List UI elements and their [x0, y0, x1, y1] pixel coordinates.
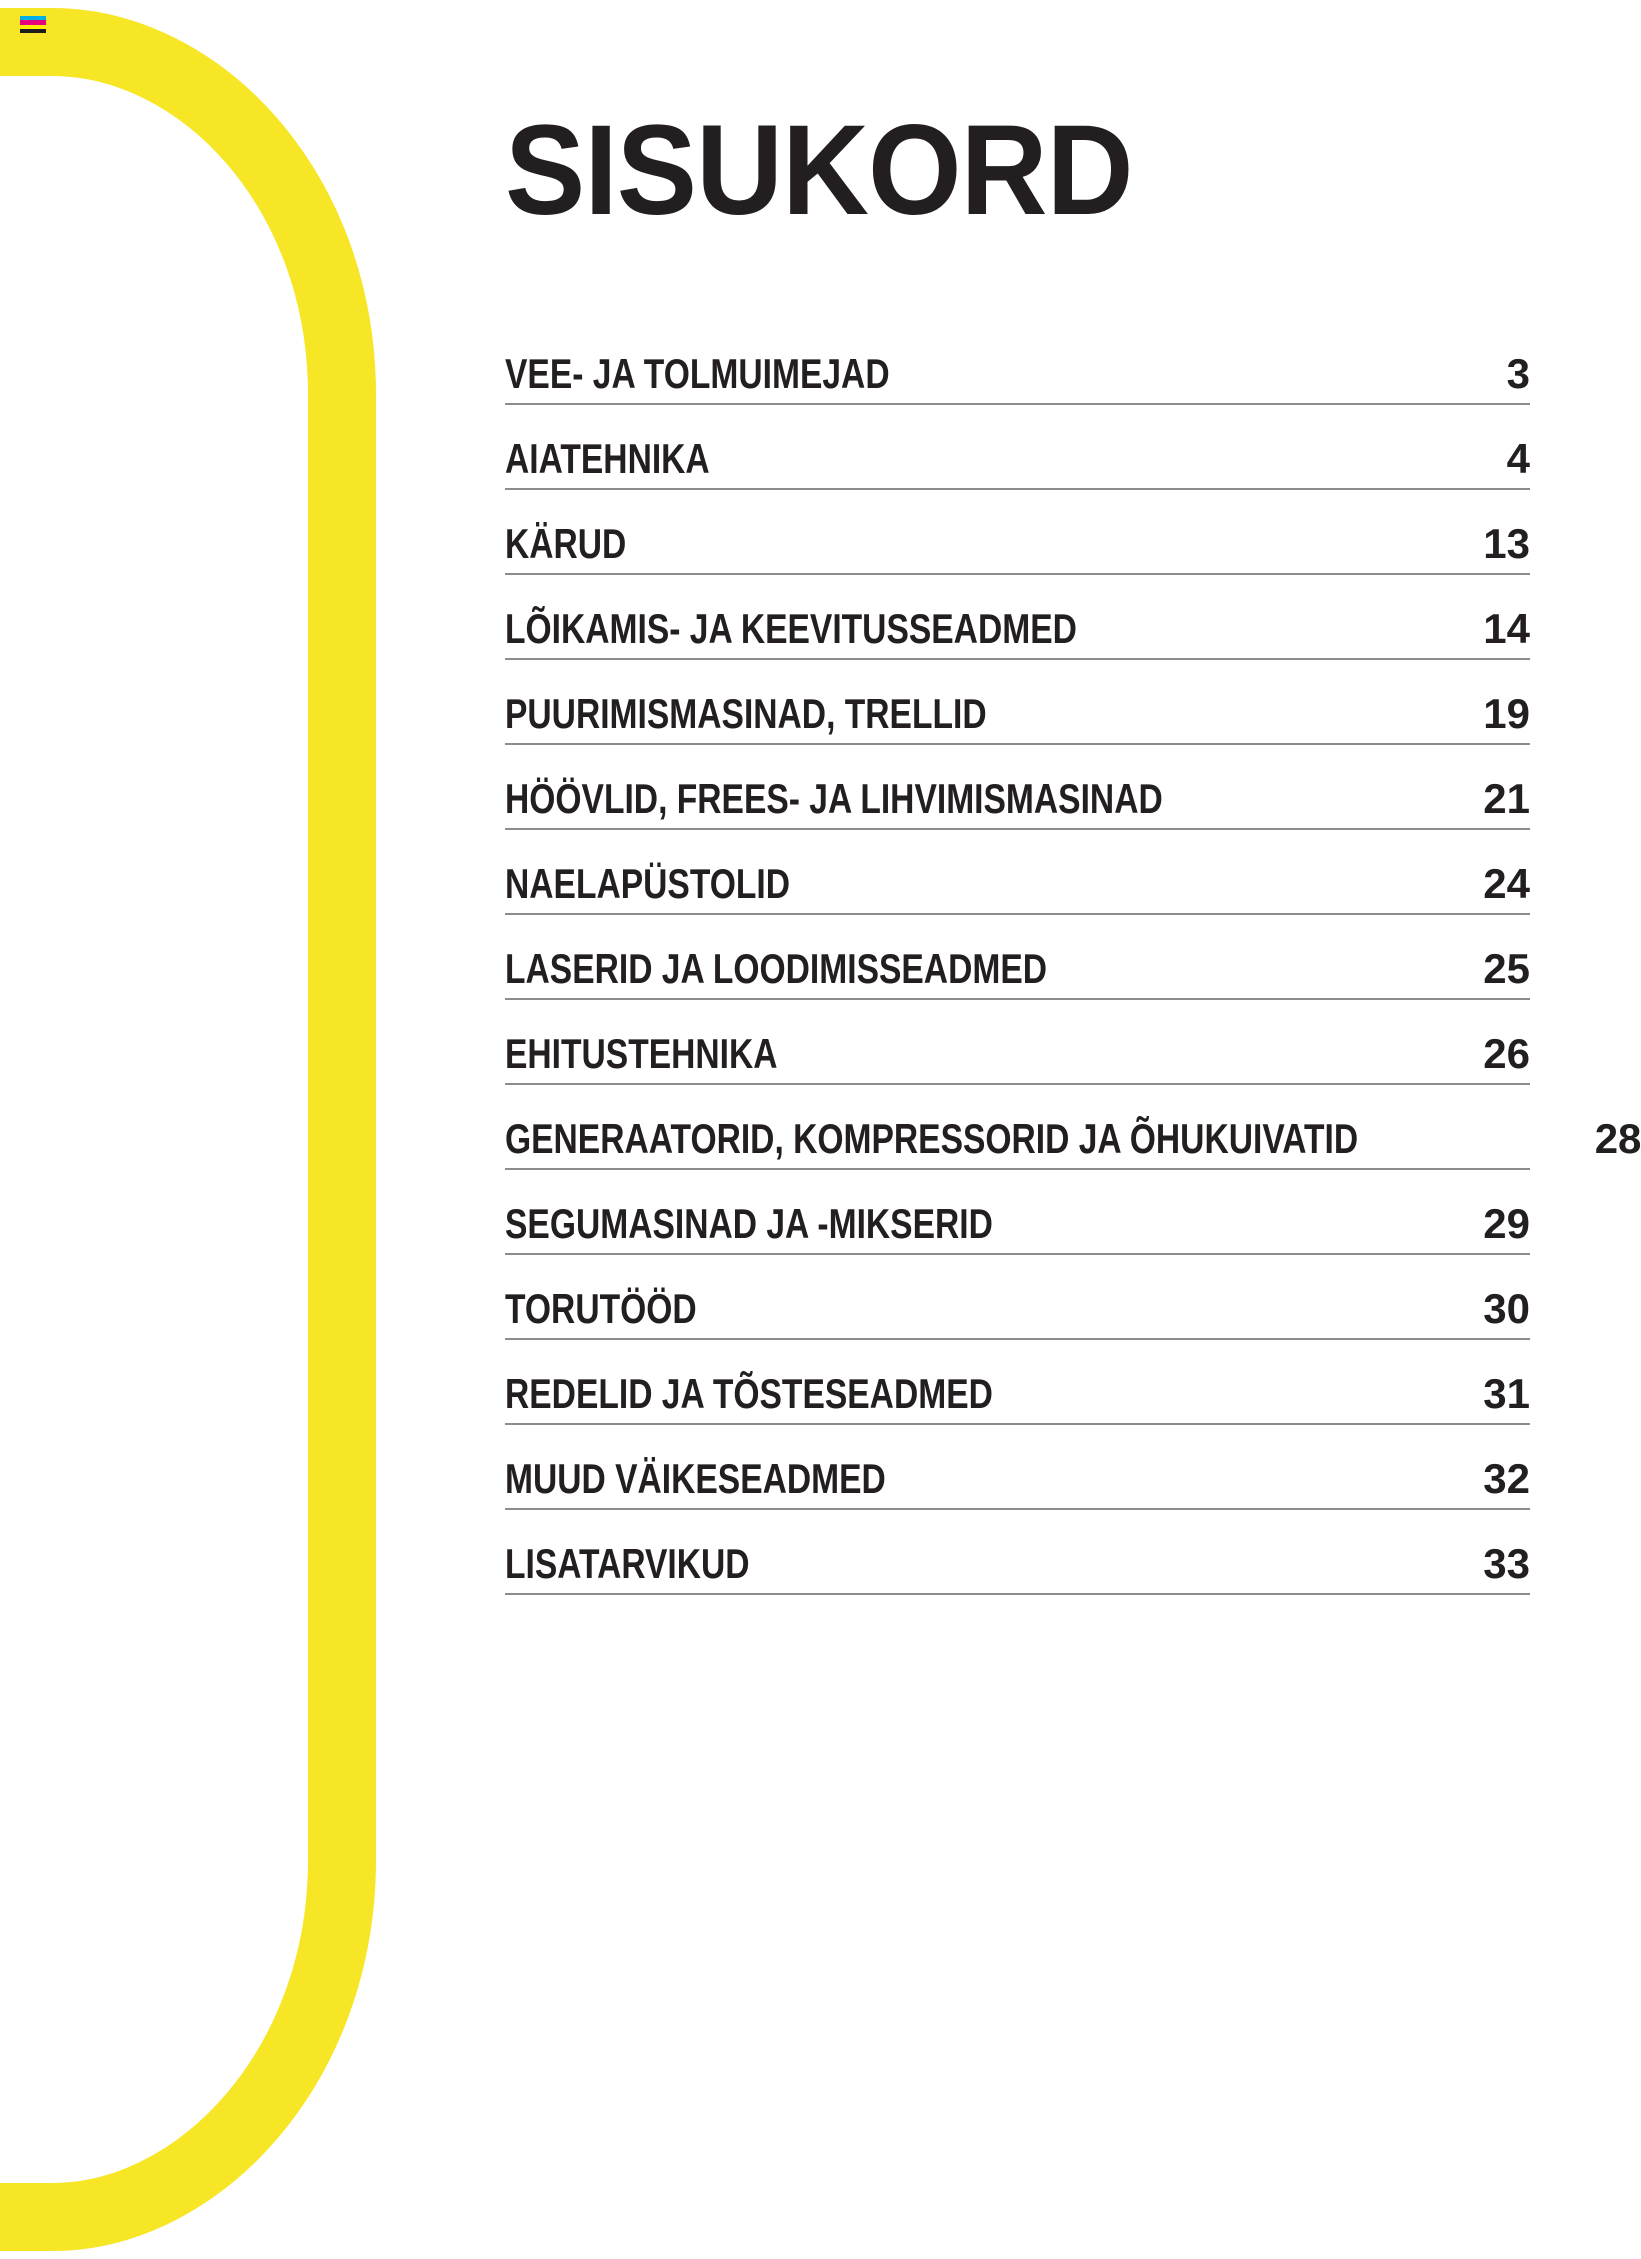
toc-entry-page-wrap [1460, 690, 1530, 737]
toc-entry-label: LASERID JA LOODIMISSEADMED [505, 945, 1047, 992]
toc-row[interactable] [505, 405, 1530, 490]
toc-entry-page-wrap [1460, 1030, 1530, 1077]
toc-row[interactable] [505, 320, 1530, 405]
toc-row[interactable] [505, 660, 1530, 745]
toc-entry-label: LÕIKAMIS- JA KEEVITUSSEADMED [505, 605, 1077, 652]
toc-entry-label: AIATEHNIKA [505, 435, 710, 482]
toc-entry-label: MUUD VÄIKESEADMED [505, 1455, 886, 1502]
toc-entry-label: HÖÖVLID, FREES- JA LIHVIMISMASINAD [505, 775, 1163, 822]
toc-entry-label: SEGUMASINAD JA -MIKSERID [505, 1200, 993, 1247]
toc-entry-page: 30 [1483, 1285, 1530, 1332]
toc-row[interactable] [505, 1085, 1641, 1170]
cmyk-registration-mark [20, 16, 46, 33]
table-of-contents [505, 320, 1641, 1595]
toc-row[interactable] [505, 490, 1530, 575]
toc-entry-page-wrap [1460, 1455, 1530, 1502]
toc-row[interactable] [505, 1255, 1530, 1340]
toc-entry-label: KÄRUD [505, 520, 627, 567]
toc-row[interactable] [505, 1340, 1530, 1425]
toc-entry-page: 14 [1483, 605, 1530, 652]
toc-entry-page: 26 [1483, 1030, 1530, 1077]
toc-entry-label: PUURIMISMASINAD, TRELLID [505, 690, 987, 737]
toc-entry-page: 29 [1483, 1200, 1530, 1247]
toc-entry-page: 25 [1483, 945, 1530, 992]
toc-entry-label: VEE- JA TOLMUIMEJAD [505, 350, 890, 397]
toc-entry-page-wrap [1460, 1370, 1530, 1417]
toc-row[interactable] [505, 1510, 1530, 1595]
toc-entry-page-wrap [1460, 520, 1530, 567]
toc-entry-page-wrap [1460, 435, 1530, 482]
toc-entry-page-wrap [1460, 350, 1530, 397]
toc-entry-page: 3 [1506, 350, 1530, 397]
toc-entry-label: NAELAPÜSTOLID [505, 860, 790, 907]
toc-entry-page-wrap [1460, 860, 1530, 907]
toc-entry-page-wrap [1460, 1200, 1530, 1247]
toc-entry-page-wrap [1460, 775, 1530, 822]
toc-row[interactable] [505, 575, 1530, 660]
cmyk-swatch-black [20, 29, 46, 33]
toc-entry-page-wrap [1460, 605, 1530, 652]
page-title: SISUKORD [505, 99, 1133, 242]
toc-row[interactable] [505, 1170, 1530, 1255]
toc-row[interactable] [505, 915, 1530, 1000]
toc-entry-page: 13 [1483, 520, 1530, 567]
toc-entry-page: 28 [1594, 1115, 1641, 1162]
toc-row[interactable] [505, 830, 1530, 915]
toc-entry-page: 21 [1483, 775, 1530, 822]
toc-entry-page: 33 [1483, 1540, 1530, 1587]
toc-entry-label: EHITUSTEHNIKA [505, 1030, 778, 1077]
toc-entry-page-wrap [1571, 1115, 1641, 1162]
toc-row[interactable] [505, 1425, 1530, 1510]
toc-entry-label: TORUTÖÖD [505, 1285, 697, 1332]
toc-entry-label: GENERAATORID, KOMPRESSORID JA ÕHUKUIVATID [505, 1115, 1359, 1162]
toc-row[interactable] [505, 1000, 1530, 1085]
toc-entry-page: 19 [1483, 690, 1530, 737]
toc-entry-label: LISATARVIKUD [505, 1540, 750, 1587]
toc-entry-page-wrap [1460, 945, 1530, 992]
toc-entry-page: 4 [1506, 435, 1530, 482]
toc-entry-page: 32 [1483, 1455, 1530, 1502]
content-column [505, 0, 1641, 2259]
toc-entry-label: REDELID JA TÕSTESEADMED [505, 1370, 993, 1417]
toc-entry-page: 31 [1483, 1370, 1530, 1417]
toc-entry-page-wrap [1460, 1540, 1530, 1587]
toc-entry-page-wrap [1460, 1285, 1530, 1332]
yellow-bracket-shape [0, 0, 420, 2259]
toc-entry-page: 24 [1483, 860, 1530, 907]
toc-row[interactable] [505, 745, 1530, 830]
